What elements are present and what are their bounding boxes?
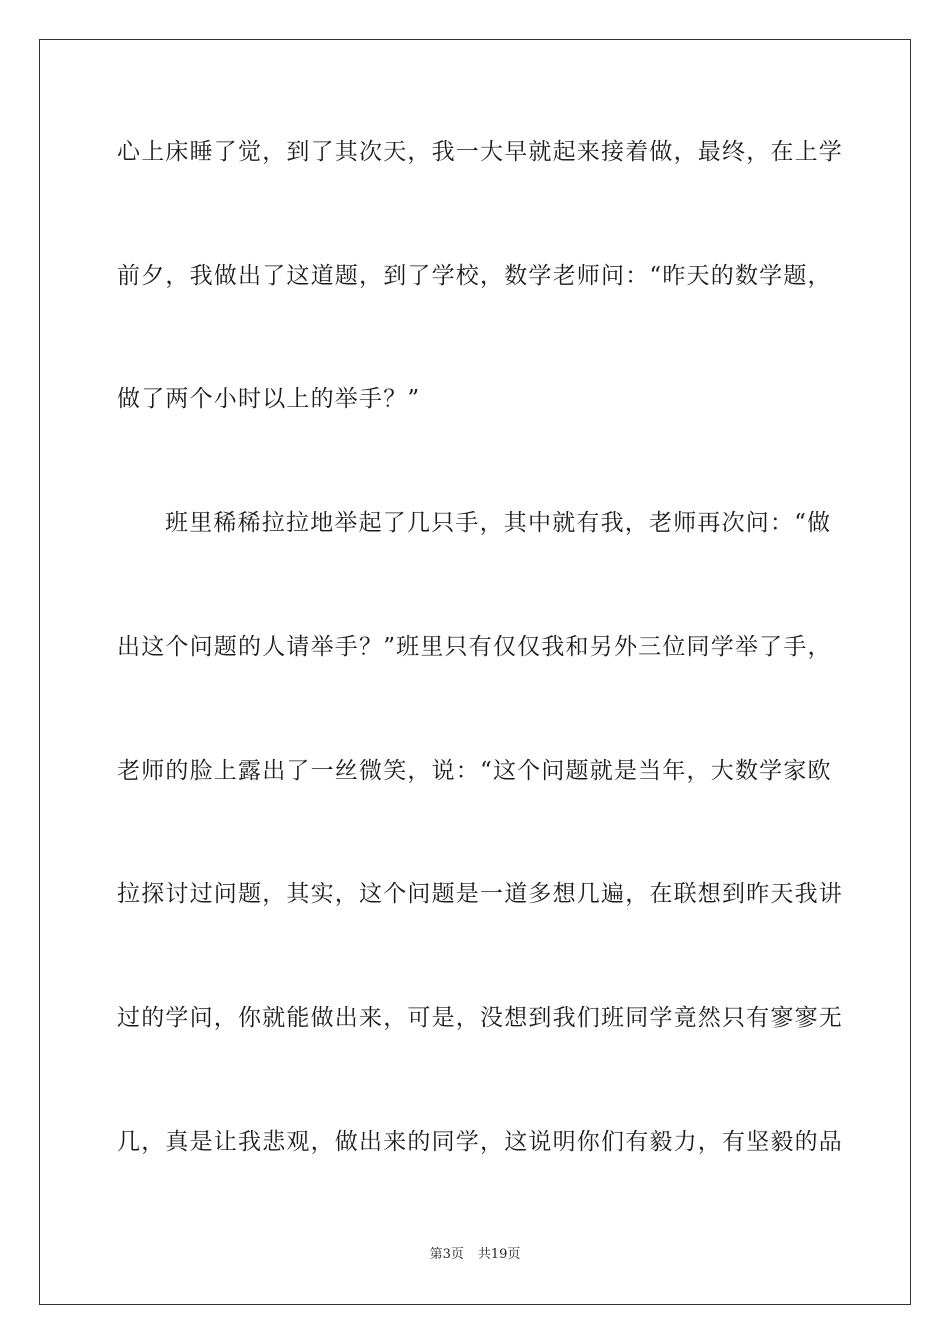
text-line-9: 几，真是让我悲观，做出来的同学，这说明你们有毅力，有坚毅的品 [117, 1129, 843, 1155]
text-line-2: 前夕，我做出了这道题，到了学校，数学老师问：“昨天的数学题， [117, 263, 832, 289]
text-line-7: 拉探讨过问题，其实，这个问题是一道多想几遍，在联想到昨天我讲 [117, 881, 843, 907]
text-line-1: 心上床睡了觉，到了其次天，我一大早就起来接着做，最终，在上学 [117, 139, 843, 165]
page-footer [0, 1246, 950, 1264]
page-border [39, 39, 911, 1305]
text-line-3: 做了两个小时以上的举手？” [117, 386, 421, 412]
text-line-4: 班里稀稀拉拉地举起了几只手，其中就有我，老师再次问：“做 [165, 510, 832, 536]
text-line-8: 过的学问，你就能做出来，可是，没想到我们班同学竟然只有寥寥无 [117, 1005, 843, 1031]
page-number: 第3页 [429, 1247, 464, 1262]
text-line-5: 出这个问题的人请举手？”班里只有仅仅我和另外三位同学举了手， [117, 634, 832, 660]
total-pages: 共19页 [477, 1247, 521, 1262]
text-line-6: 老师的脸上露出了一丝微笑，说：“这个问题就是当年，大数学家欧 [117, 758, 832, 784]
